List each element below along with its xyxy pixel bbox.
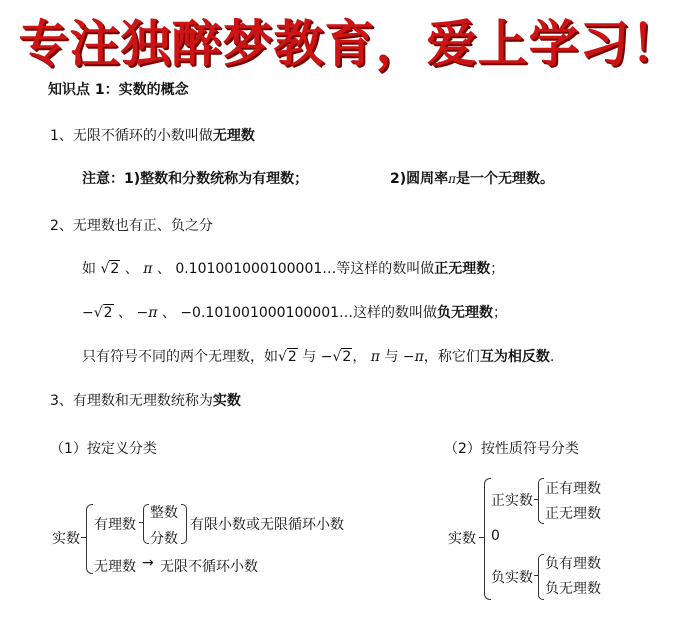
sqrt-symbol: √ [93,305,103,321]
opposite-line [82,346,554,366]
minus-sign: − [82,305,94,321]
def-irrational-label: 无理数 [94,559,136,575]
radicand: 2 [110,261,120,277]
separator: 、 [156,261,171,277]
def-root-label: 实数 [52,531,80,547]
sign-positive-brace-tip [534,499,539,500]
item-3 [50,390,241,410]
sqrt-symbol: √ [100,261,110,277]
item-1 [50,125,255,145]
classify-sign-title: （2）按性质符号分类 [444,441,579,457]
negative-pi: −π [136,305,158,321]
negative-pi: −π [402,349,424,365]
with-word: 与 [384,349,399,365]
item-3-text: 3、有理数和无理数统称为 [50,393,213,409]
minus-sign: − [320,349,333,365]
sqrt-2 [278,349,298,365]
sign-pos-irrational: 正无理数 [545,506,601,522]
note-part-2-prefix: 2)圆周率 [390,171,449,187]
radicand: 2 [287,349,297,365]
separator: 、 [161,305,176,321]
positive-tail: 等这样的数叫做 [336,261,435,277]
sqrt-2 [100,261,120,277]
sqrt-symbol: √ [332,349,342,365]
def-rational-desc: 有限小数或无限循环小数 [190,517,344,533]
note-label: 注意： [82,171,124,187]
banner-title: 专注独醉梦教育，爱上学习！ [18,14,682,73]
def-fraction-label: 分数 [150,531,178,547]
line-end: ； [490,261,505,277]
with-word: 与 [302,349,317,365]
separator: 、 [124,261,139,277]
def-rational-right-brace [181,504,187,544]
line-end: . [549,349,555,365]
sign-zero: 0 [491,528,500,544]
note-part-1: 1)整数和分数统称为有理数； [124,171,309,187]
pi-symbol: π [448,172,457,186]
comma: ， [352,349,367,365]
sqrt-2 [332,349,352,365]
opposite-term: 互为相反数 [479,349,550,365]
sqrt-2 [94,305,114,321]
sign-neg-irrational: 负无理数 [545,581,601,597]
negative-irrational-line [82,302,507,322]
sign-root-brace [484,478,491,600]
def-irrational-desc: 无限不循环小数 [160,559,258,575]
decimal-number: 0.101001000100001… [175,261,337,277]
pi-symbol: π [370,349,380,365]
radicand: 2 [342,349,352,365]
item-2: 2、无理数也有正、负之分 [50,218,213,234]
opposite-tail: ，称它们 [423,349,480,365]
note-part-2 [390,168,554,188]
def-rational-label: 有理数 [94,517,136,533]
negative-tail: 这样的数叫做 [353,305,438,321]
item-1-text: 1、无限不循环的小数叫做 [50,128,213,144]
sign-neg-rational: 负有理数 [545,556,601,572]
sign-root-label: 实数 [448,531,476,547]
def-root-brace-tip [81,537,87,538]
section-heading: 知识点 1：实数的概念 [48,82,189,98]
sign-negative-brace-tip [534,575,539,576]
opposite-lead: 只有符号不同的两个无理数，如 [82,349,278,365]
sign-negative-label: 负实数 [491,570,533,586]
decimal-number: −0.101001000100001… [180,305,354,321]
sign-positive-label: 正实数 [491,493,533,509]
sign-positive-brace [538,478,544,524]
sign-root-brace-tip [479,537,485,538]
def-integer-label: 整数 [150,505,178,521]
pi-symbol: π [143,261,153,277]
def-root-brace [86,504,93,574]
item-3-term: 实数 [212,393,241,409]
positive-term: 正无理数 [434,261,491,277]
def-rational-brace-tip [139,522,144,523]
classify-def-title: （1）按定义分类 [50,441,157,457]
sign-pos-rational: 正有理数 [545,481,601,497]
line-end: ； [493,305,508,321]
sign-negative-brace [538,554,544,600]
note-part-2-suffix: 是一个无理数。 [456,171,555,187]
item-1-term: 无理数 [212,128,255,144]
arrow-icon: → [142,555,154,571]
negative-term: 负无理数 [437,305,494,321]
def-rational-brace [143,504,149,544]
sqrt-symbol: √ [278,349,287,365]
radicand: 2 [103,305,113,321]
note-line [82,168,308,188]
positive-lead: 如 [82,261,96,277]
positive-irrational-line [82,258,504,278]
separator: 、 [118,305,133,321]
